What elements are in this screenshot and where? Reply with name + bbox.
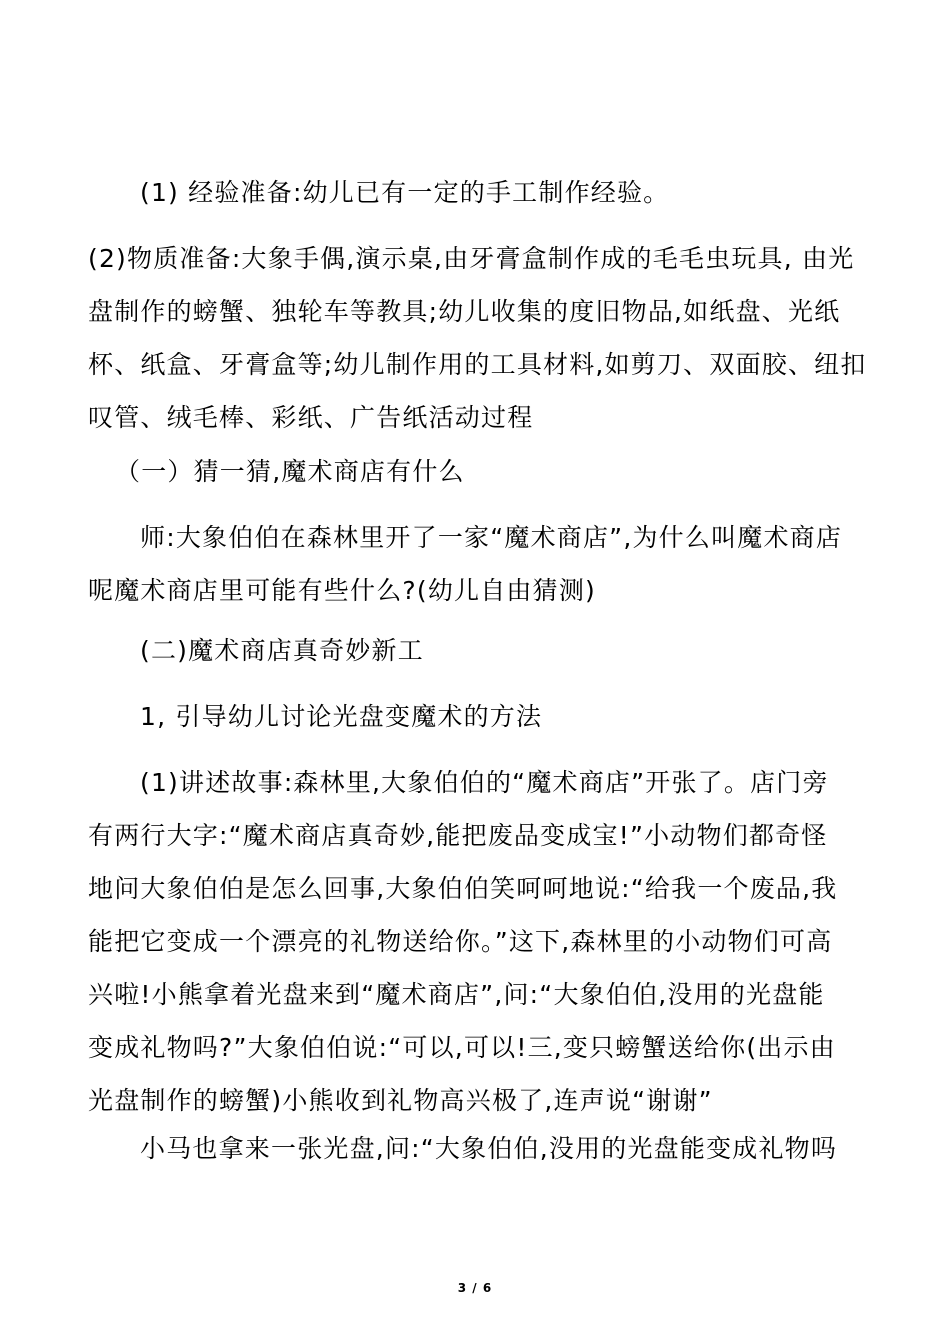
heading-guess [115,445,895,498]
text-line: 小马也拿来一张光盘,问:“大象伯伯,没用的光盘能变成礼物吗 [140,1134,838,1163]
heading-step-1 [140,690,920,743]
text-line: 兴啦!小熊拿着光盘来到“魔术商店”,问:“大象伯伯,没用的光盘能 [88,980,825,1009]
text-line: 有两行大字:“魔术商店真奇妙,能把废品变成宝!”小动物们都奇怪 [88,821,828,850]
text-line: (1)讲述故事:森林里,大象伯伯的“魔术商店”开张了。店门旁 [140,768,829,797]
paragraph-pony [140,1122,920,1175]
text-line: 1, 引导幼儿讨论光盘变魔术的方法 [140,702,543,731]
text-line: 能把它变成一个漂亮的礼物送给你。”这下,森林里的小动物们可高 [88,927,833,956]
text-line: （一）猜一猜,魔术商店有什么 [115,457,465,486]
text-line: 叹管、绒毛棒、彩纸、广告纸活动过程 [88,403,534,432]
text-line: 杯、纸盒、牙膏盒等;幼儿制作用的工具材料,如剪刀、双面胶、纽扣 [88,350,867,379]
page-number: 3 / 6 [457,1281,493,1295]
text-line: 盘制作的螃蟹、独轮车等教具;幼儿收集的度旧物品,如纸盘、光纸 [88,297,841,326]
heading-magic-shop [140,624,920,677]
text-line: (1) 经验准备:幼儿已有一定的手工制作经验。 [140,178,670,207]
text-line: 师:大象伯伯在森林里开了一家“魔术商店”,为什么叫魔术商店 [140,523,843,552]
text-line: (二)魔术商店真奇妙新工 [140,636,424,665]
text-line: (2)物质准备:大象手偶,演示桌,由牙膏盒制作成的毛毛虫玩具, 由光 [88,244,855,273]
paragraph-story [88,756,868,1127]
paragraph-teacher-intro [88,511,868,617]
text-line: 地问大象伯伯是怎么回事,大象伯伯笑呵呵地说:“给我一个废品,我 [88,874,838,903]
paragraph-experience-prep [140,166,920,219]
paragraph-material-prep [88,232,868,444]
text-line: 变成礼物吗?”大象伯伯说:“可以,可以!三,变只螃蟹送给你(出示由 [88,1033,836,1062]
text-line: 呢魔术商店里可能有些什么?(幼儿自由猜测) [88,576,596,605]
text-line: 光盘制作的螃蟹)小熊收到礼物高兴极了,连声说“谢谢” [88,1086,713,1115]
